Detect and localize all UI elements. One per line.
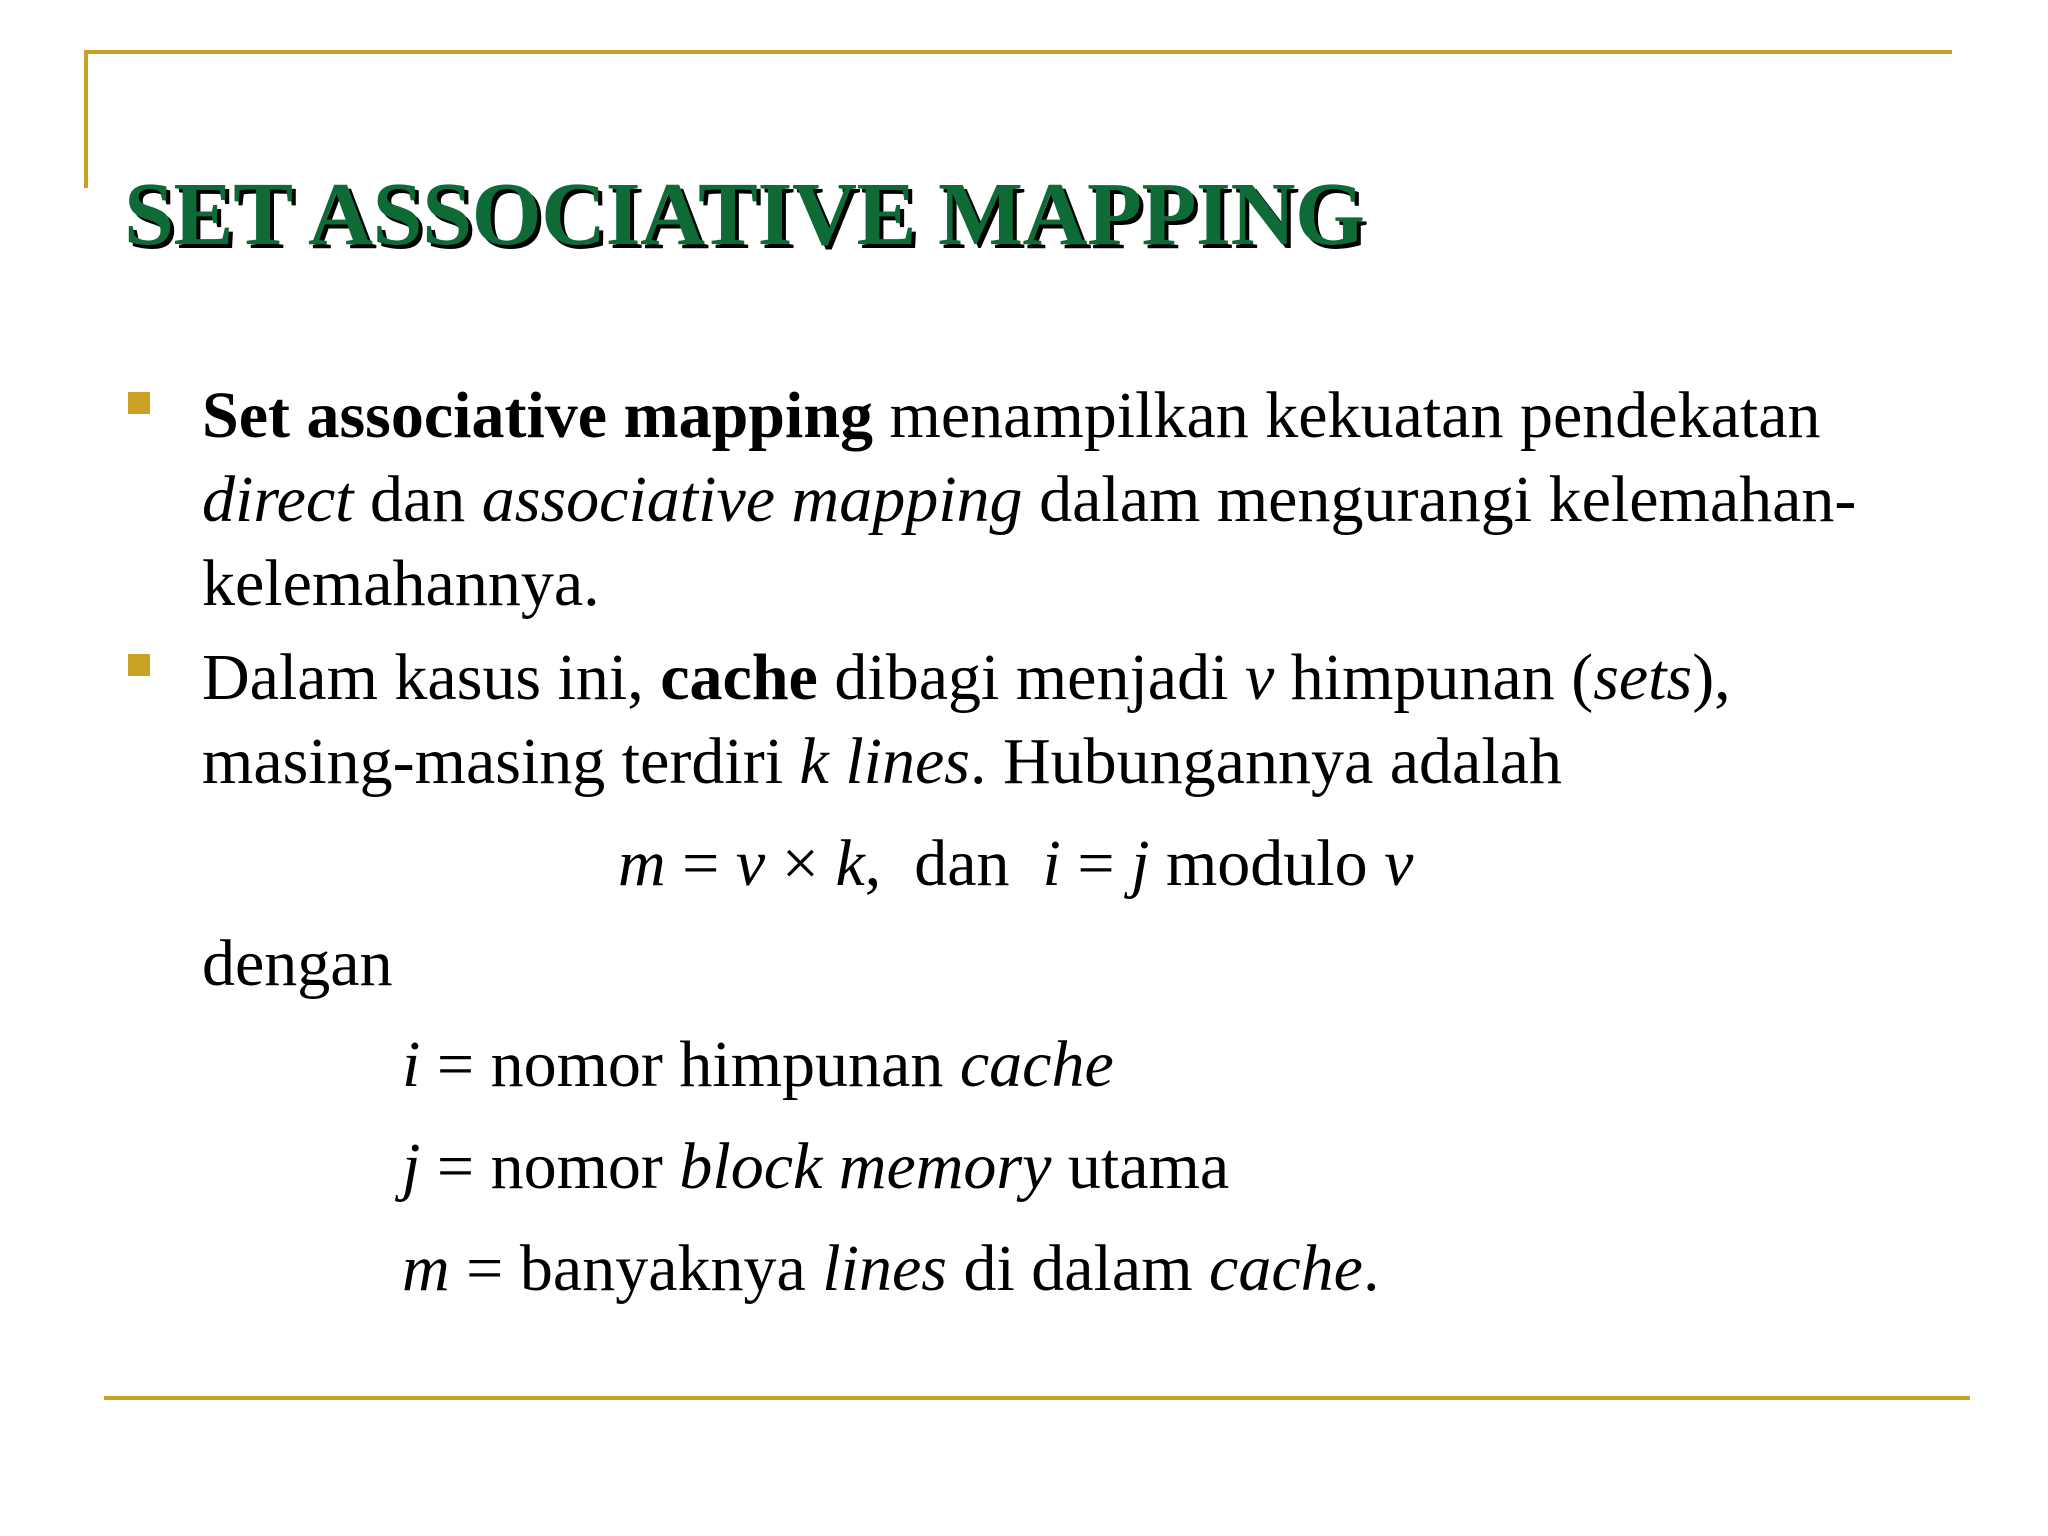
italic-term: direct (202, 463, 354, 536)
definition-italic: cache (1209, 1232, 1363, 1305)
bullet-text: dalam mengurangi kelemahan-kelemahannya. (202, 463, 1857, 620)
definition-list (402, 1014, 1928, 1320)
bullet-text: himpunan ( (1274, 641, 1594, 714)
bottom-border-line (104, 1396, 1970, 1400)
formula-op: × (765, 827, 836, 900)
italic-term: sets (1593, 641, 1693, 714)
top-border-line (84, 50, 1952, 54)
bullet-text: . Hubungannya adalah (970, 725, 1562, 798)
definition-tail: di dalam (946, 1232, 1210, 1305)
formula-op: = (665, 827, 736, 900)
definition-tail: utama (1051, 1130, 1230, 1203)
bold-term: Set associative mapping (202, 379, 874, 452)
formula-text: , dan (864, 827, 1043, 900)
definition-var: m (402, 1232, 450, 1305)
formula-var: v (1384, 827, 1414, 900)
definition-text: = nomor himpunan (420, 1028, 960, 1101)
left-border-line (84, 50, 88, 188)
italic-term: k lines (799, 725, 970, 798)
definition-row (402, 1116, 1928, 1218)
definition-tail: . (1362, 1232, 1380, 1305)
slide-body (128, 374, 1928, 1320)
formula (128, 816, 1928, 912)
definition-var: j (402, 1130, 421, 1203)
bullet-text: Dalam kasus ini, (202, 641, 661, 714)
definition-var: i (402, 1028, 421, 1101)
italic-term: v (1244, 641, 1275, 714)
formula-text: modulo (1149, 827, 1385, 900)
bullet-text: ), masing-masing terdiri (202, 641, 1731, 798)
bullet-item-1 (128, 374, 1928, 626)
slide-title: SET ASSOCIATIVE MAPPING (124, 165, 1365, 264)
definition-text: = banyaknya (449, 1232, 823, 1305)
formula-var: k (835, 827, 865, 900)
definition-row (402, 1014, 1928, 1116)
bullet-text: dibagi menjadi (817, 641, 1245, 714)
dengan-label: dengan (202, 927, 393, 1000)
formula-op: = (1060, 827, 1132, 900)
definition-italic: lines (822, 1232, 947, 1305)
definition-italic: block memory (679, 1130, 1052, 1203)
bullet-text: dan (353, 463, 482, 536)
definition-text: = nomor (420, 1130, 680, 1203)
formula-var: m (618, 827, 666, 900)
bold-term: cache (660, 641, 818, 714)
bullet-text: menampilkan kekuatan pendekatan (873, 379, 1821, 452)
italic-term: associative mapping (481, 463, 1023, 536)
bullet-item-2 (128, 636, 1928, 804)
definition-italic: cache (959, 1028, 1114, 1101)
formula-var: j (1131, 827, 1150, 900)
formula-var: v (735, 827, 766, 900)
square-bullet-icon (128, 392, 150, 414)
formula-var: i (1042, 827, 1061, 900)
definition-row (402, 1218, 1928, 1320)
square-bullet-icon (128, 654, 150, 676)
